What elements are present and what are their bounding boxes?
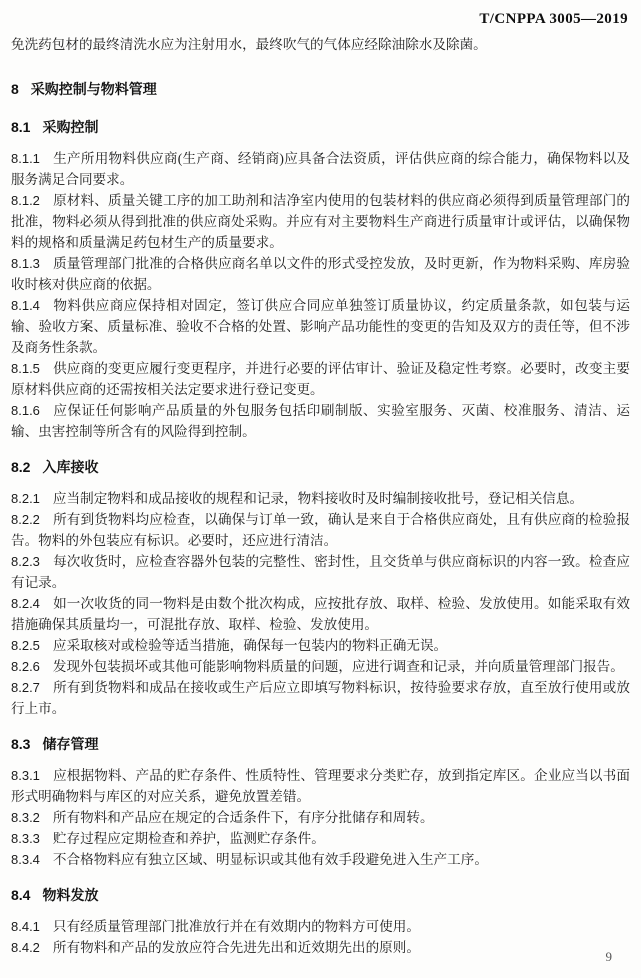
clause-number: 8.2.3 bbox=[11, 554, 40, 569]
clause-number: 8.2.5 bbox=[11, 638, 40, 653]
clause-number: 8.4.2 bbox=[11, 940, 40, 955]
clause-number: 8.2.7 bbox=[11, 680, 40, 695]
clause-text: 所有到货物料均应检查，以确保与订单一致，确认是来自于合格供应商处，且有供应商的检验报告。物料的外包装应有标识。必要时，还应进行清洁。 bbox=[11, 512, 630, 548]
clause-number: 8.1.1 bbox=[11, 151, 40, 166]
heading-title: 储存管理 bbox=[42, 736, 99, 752]
clause-text: 应保证任何影响产品质量的外包服务包括印刷制版、实验室服务、灭菌、校准服务、清洁、运输、虫害控制等所含有的风险得到控制。 bbox=[11, 403, 630, 439]
clause-number: 8.2.6 bbox=[11, 659, 40, 674]
clause-text: 贮存过程应定期检查和养护，监测贮存条件。 bbox=[52, 831, 325, 846]
clause-number: 8.4.1 bbox=[11, 919, 40, 934]
clause-text: 原材料、质量关键工序的加工助剂和洁净室内使用的包装材料的供应商必须得到质量管理部门的批准，物料必须从得到批准的供应商处采购。并应有对主要物料生产商进行质量审计或评估，以确保物料的规格和质量满足药包材生产的质量要求。 bbox=[11, 193, 630, 250]
clause-text: 生产所用物料供应商(生产商、经销商)应具备合法资质，评估供应商的综合能力，确保物料以及服务满足合同要求。 bbox=[11, 151, 630, 187]
clause-text: 应当制定物料和成品接收的规程和记录，物料接收时及时编制接收批号，登记相关信息。 bbox=[52, 491, 584, 506]
clause-number: 8.1.3 bbox=[11, 256, 40, 271]
clause-number: 8.1.5 bbox=[11, 361, 40, 376]
section-heading bbox=[11, 734, 630, 755]
clause-paragraph bbox=[11, 593, 630, 635]
body-paragraph bbox=[11, 34, 630, 55]
clause-paragraph bbox=[11, 253, 630, 295]
clause-text: 免洗药包材的最终清洗水应为注射用水，最终吹气的气体应经除油除水及除菌。 bbox=[11, 37, 487, 52]
clause-text: 所有物料和产品应在规定的合适条件下，有序分批储存和周转。 bbox=[52, 810, 434, 825]
clause-paragraph bbox=[11, 295, 630, 358]
heading-number: 8.3 bbox=[11, 736, 31, 752]
section-heading bbox=[11, 457, 630, 478]
clause-text: 如一次收货的同一物料是由数个批次构成，应按批存放、取样、检验、发放使用。如能采取有效措施确保其质量均一，可混批存放、取样、检验、发放使用。 bbox=[11, 596, 630, 632]
clause-text: 发现外包装损坏或其他可能影响物料质量的问题，应进行调查和记录，并向质量管理部门报告。 bbox=[52, 659, 624, 674]
clause-number: 8.1.4 bbox=[11, 298, 40, 313]
section-heading bbox=[11, 117, 630, 138]
clause-text: 每次收货时，应检查容器外包装的完整性、密封性，且交货单与供应商标识的内容一致。检查应有记录。 bbox=[11, 554, 630, 590]
clause-text: 物料供应商应保持相对固定，签订供应合同应单独签订质量协议，约定质量条款，如包装与运输、验收方案、质量标准、验收不合格的处置、影响产品功能性的变更的告知及双方的责任等，但不涉及商务性条款。 bbox=[11, 298, 630, 355]
clause-paragraph bbox=[11, 656, 630, 677]
clause-paragraph bbox=[11, 937, 630, 958]
section-heading bbox=[11, 79, 630, 100]
clause-paragraph bbox=[11, 849, 630, 870]
clause-number: 8.2.4 bbox=[11, 596, 40, 611]
clause-paragraph bbox=[11, 807, 630, 828]
heading-title: 入库接收 bbox=[42, 459, 99, 475]
clause-paragraph bbox=[11, 148, 630, 190]
document-number: T/CNPPA 3005—2019 bbox=[479, 11, 628, 27]
clause-paragraph bbox=[11, 488, 630, 509]
clause-paragraph bbox=[11, 828, 630, 849]
clause-number: 8.2.1 bbox=[11, 491, 40, 506]
clause-number: 8.3.4 bbox=[11, 852, 40, 867]
clause-paragraph bbox=[11, 635, 630, 656]
clause-paragraph bbox=[11, 509, 630, 551]
section-heading bbox=[11, 885, 630, 906]
clause-text: 只有经质量管理部门批准放行并在有效期内的物料方可使用。 bbox=[52, 919, 420, 934]
clause-paragraph bbox=[11, 190, 630, 253]
clause-text: 不合格物料应有独立区域、明显标识或其他有效手段避免进入生产工序。 bbox=[52, 852, 488, 867]
heading-title: 物料发放 bbox=[42, 887, 99, 903]
clause-paragraph bbox=[11, 400, 630, 442]
heading-title: 采购控制与物料管理 bbox=[30, 81, 157, 97]
clause-number: 8.1.6 bbox=[11, 403, 40, 418]
clause-number: 8.3.2 bbox=[11, 810, 40, 825]
heading-number: 8.2 bbox=[11, 459, 31, 475]
clause-text: 应采取核对或检验等适当措施，确保每一包装内的物料正确无误。 bbox=[52, 638, 448, 653]
clause-text: 供应商的变更应履行变更程序，并进行必要的评估审计、验证及稳定性考察。必要时，改变主要原材料供应商的还需按相关法定要求进行登记变更。 bbox=[11, 361, 630, 397]
page-number: 9 bbox=[605, 949, 612, 964]
clause-text: 所有物料和产品的发放应符合先进先出和近效期先出的原则。 bbox=[52, 940, 420, 955]
clause-number: 8.1.2 bbox=[11, 193, 40, 208]
clause-paragraph bbox=[11, 358, 630, 400]
clause-paragraph bbox=[11, 765, 630, 807]
clause-number: 8.2.2 bbox=[11, 512, 40, 527]
clause-text: 应根据物料、产品的贮存条件、性质特性、管理要求分类贮存，放到指定库区。企业应当以书面形式明确物料与库区的对应关系，避免放置差错。 bbox=[11, 768, 630, 804]
heading-number: 8.1 bbox=[11, 119, 31, 135]
clause-number: 8.3.3 bbox=[11, 831, 40, 846]
clause-paragraph bbox=[11, 916, 630, 937]
clause-paragraph bbox=[11, 677, 630, 719]
clause-number: 8.3.1 bbox=[11, 768, 40, 783]
clause-text: 质量管理部门批准的合格供应商名单以文件的形式受控发放，及时更新，作为物料采购、库房验收时核对供应商的依据。 bbox=[11, 256, 630, 292]
heading-title: 采购控制 bbox=[42, 119, 99, 135]
clause-text: 所有到货物料和成品在接收或生产后应立即填写物料标识，按待验要求存放，直至放行使用或放行上市。 bbox=[11, 680, 630, 716]
heading-number: 8.4 bbox=[11, 887, 31, 903]
clause-paragraph bbox=[11, 551, 630, 593]
heading-number: 8 bbox=[11, 81, 19, 97]
content-area bbox=[11, 34, 630, 958]
